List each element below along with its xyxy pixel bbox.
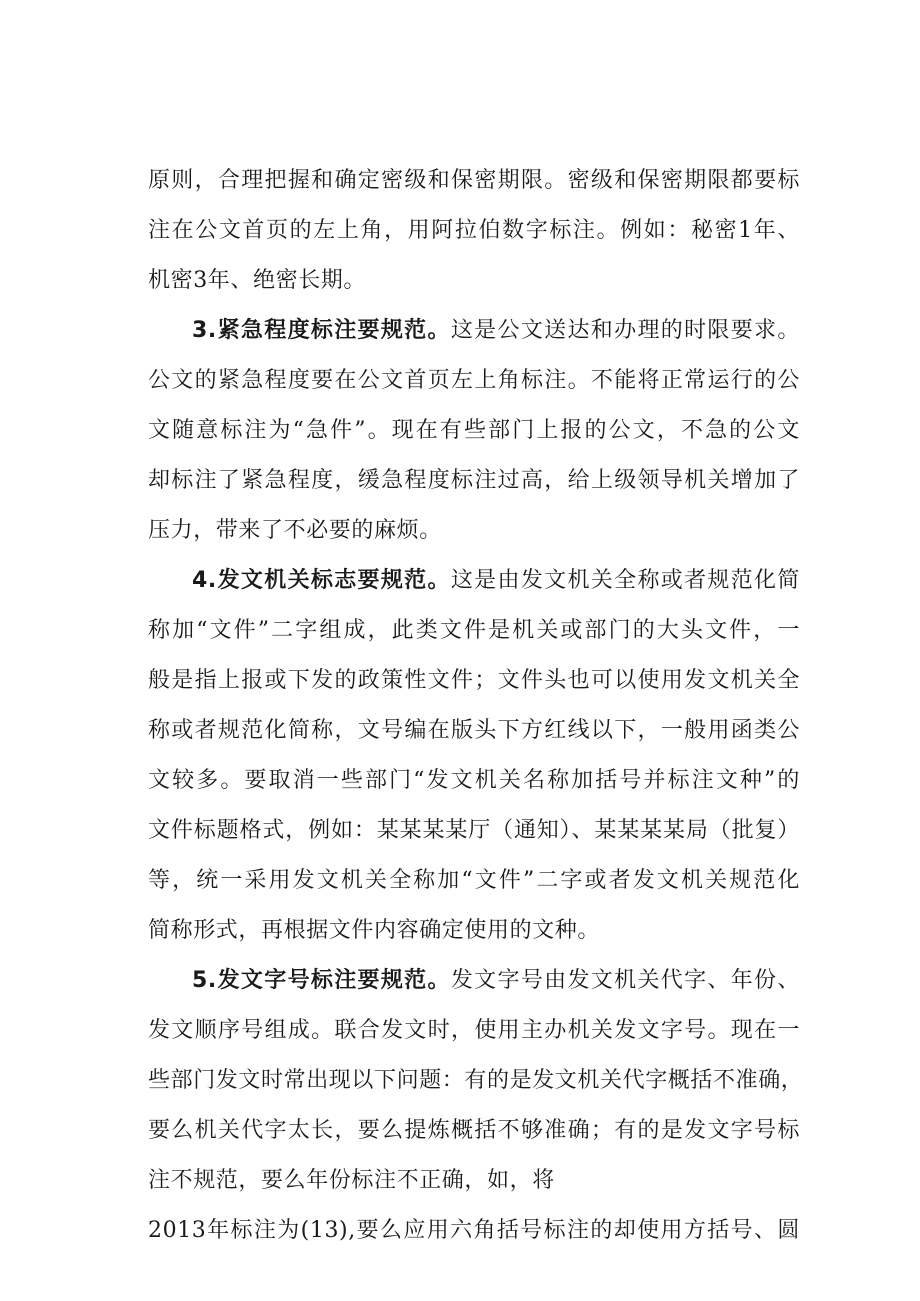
paragraph-issuing-authority bbox=[148, 556, 800, 956]
section-heading-urgency: 3.紧急程度标注要规范。 bbox=[192, 318, 451, 343]
text-line: 般是指上报或下发的政策性文件；文件头也可以使用发文机关全 bbox=[148, 668, 800, 693]
text-line: 机密3年、绝密长期。 bbox=[148, 268, 366, 293]
text-line: 公文的紧急程度要在公文首页左上角标注。不能将正常运行的公 bbox=[148, 368, 800, 393]
text-line: 却标注了紧急程度，缓急程度标注过高，给上级领导机关增加了 bbox=[148, 468, 800, 493]
text-line: 2013年标注为(13),要么应用六角括号标注的却使用方括号、圆 bbox=[148, 1218, 800, 1243]
text-line: 简称形式，再根据文件内容确定使用的文种。 bbox=[148, 918, 601, 943]
text-line: 称加“文件”二字组成，此类文件是机关或部门的大头文件，一 bbox=[148, 618, 800, 643]
text-line: 要么机关代字太长，要么提炼概括不够准确；有的是发文字号标 bbox=[148, 1118, 800, 1143]
section-heading-issuing-authority: 4.发文机关标志要规范。 bbox=[192, 568, 451, 593]
text-line: 注在公文首页的左上角，用阿拉伯数字标注。例如：秘密1年、 bbox=[148, 218, 800, 243]
text-line bbox=[148, 956, 800, 1006]
text-line: 称或者规范化简称，文号编在版头下方红线以下，一般用函类公 bbox=[148, 718, 800, 743]
text-line-content: 这是公文送达和办理的时限要求。 bbox=[450, 318, 800, 343]
text-line: 文件标题格式，例如：某某某某厅（通知）、某某某某局（批复） bbox=[148, 818, 800, 843]
text-line: 文较多。要取消一些部门“发文机关名称加括号并标注文种”的 bbox=[148, 768, 800, 793]
text-line-content: 发文字号由发文机关代字、年份、 bbox=[450, 968, 800, 993]
text-line: 注不规范，要么年份标注不正确，如，将 bbox=[148, 1168, 555, 1193]
text-line: 发文顺序号组成。联合发文时，使用主办机关发文字号。现在一 bbox=[148, 1018, 800, 1043]
text-line: 原则，合理把握和确定密级和保密期限。密级和保密期限都要标 bbox=[148, 168, 800, 193]
paragraph-secrecy-continuation bbox=[148, 156, 800, 306]
text-line-content: 这是由发文机关全称或者规范化简 bbox=[450, 568, 800, 593]
text-line: 文随意标注为“急件”。现在有些部门上报的公文，不急的公文 bbox=[148, 418, 800, 443]
text-line: 等，统一采用发文机关全称加“文件”二字或者发文机关规范化 bbox=[148, 868, 800, 893]
paragraph-document-number bbox=[148, 956, 804, 1256]
text-line bbox=[148, 306, 800, 356]
document-page bbox=[148, 156, 804, 1256]
text-line bbox=[148, 556, 800, 606]
text-line: 压力，带来了不必要的麻烦。 bbox=[148, 518, 442, 543]
section-heading-document-number: 5.发文字号标注要规范。 bbox=[192, 968, 451, 993]
paragraph-urgency bbox=[148, 306, 800, 556]
text-line: 些部门发文时常出现以下问题：有的是发文机关代字概括不准确， bbox=[148, 1068, 804, 1093]
